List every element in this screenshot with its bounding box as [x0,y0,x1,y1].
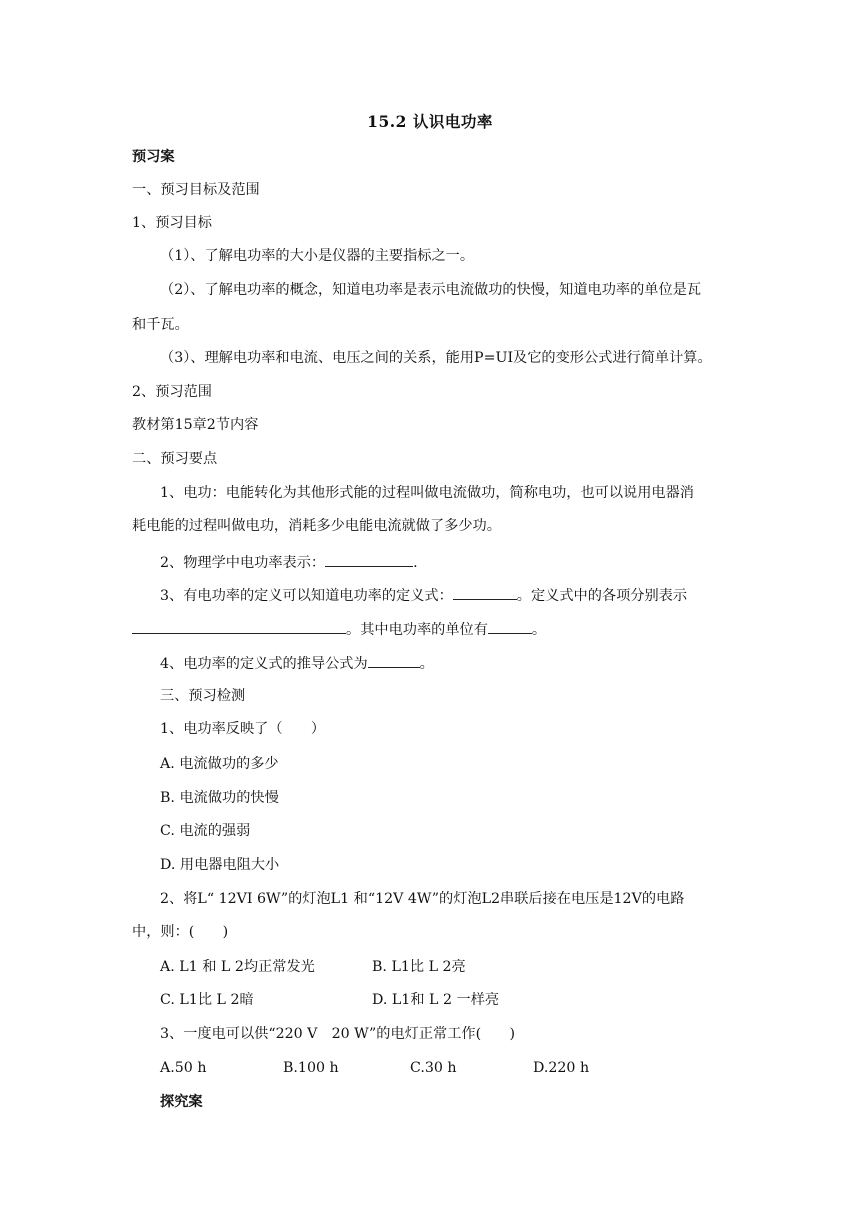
point-3-text: 3、有电功率的定义可以知道电功率的定义式： [160,588,453,604]
answer-blank[interactable] [488,619,532,634]
section-explore-heading: 探究案 [160,1094,203,1110]
point-3-unit-text: 。其中电功率的单位有 [346,622,488,638]
question-2-option-b: B. L1比 L 2亮 [372,959,466,975]
heading-preview-check: 三、预习检测 [160,688,246,704]
point-3-line-2 [132,619,546,640]
goal-item-3: （3）、理解电功率和电流、电压之间的关系，能用P=UI及它的变形公式进行简单计算。 [160,350,712,366]
page-title: 15.2 认识电功率 [367,112,493,131]
question-1-option-b: B. 电流做功的快慢 [160,790,279,806]
point-1-line-2: 耗电能的过程叫做电功，消耗多少电能电流就做了多少功。 [132,518,501,534]
range-text: 教材第15章2节内容 [132,417,259,433]
question-1-option-a: A. 电流做功的多少 [160,756,279,772]
goal-item-2-line-1: （2）、了解电功率的概念，知道电功率是表示电流做功的快慢，知道电功率的单位是瓦 [160,282,702,298]
point-1-line-1: 1、电功：电能转化为其他形式能的过程叫做电流做功，简称电功，也可以说用电器消 [160,485,694,501]
question-2-line-1: 2、将L“ 12VI 6W”的灯泡L1 和“12V 4W”的灯泡L2串联后接在电压是12V的电路 [160,891,685,907]
heading-goals-range: 一、预习目标及范围 [132,182,260,198]
section-preview-heading: 预习案 [132,149,175,165]
question-3-option-d: D.220 h [533,1060,590,1076]
question-1-option-d: D. 用电器电阻大小 [160,857,280,873]
answer-blank[interactable] [368,653,420,668]
point-3-end: 。 [531,622,547,638]
point-2-text: 2、物理学中电功率表示： [160,555,326,571]
point-2-end: . [413,555,418,571]
question-1-option-c: C. 电流的强弱 [160,823,251,839]
answer-blank[interactable] [132,619,346,634]
answer-blank[interactable] [325,552,413,567]
question-2-option-c: C. L1比 L 2暗 [160,992,254,1008]
range-heading: 2、预习范围 [132,384,212,400]
point-3-line-1 [160,585,687,606]
question-3: 3、一度电可以供“220 V 20 W”的电灯正常工作( ) [160,1026,516,1042]
goal-heading: 1、预习目标 [132,215,212,231]
point-4 [160,653,434,674]
answer-blank[interactable] [453,585,517,600]
question-2-option-d: D. L1和 L 2 一样亮 [372,992,500,1008]
goal-item-1: （1）、了解电功率的大小是仪器的主要指标之一。 [160,248,475,264]
point-4-end: 。 [419,656,434,672]
question-2-option-a: A. L1 和 L 2均正常发光 [160,959,315,975]
question-2-line-2: 中，则：( ) [132,924,229,940]
heading-key-points: 二、预习要点 [132,451,218,467]
point-4-text: 4、电功率的定义式的推导公式为 [160,656,368,672]
question-3-option-c: C.30 h [410,1060,457,1076]
question-1: 1、电功率反映了（ ） [160,721,326,737]
point-3-mid: 。定义式中的各项分别表示 [516,588,688,604]
goal-item-2-line-2: 和千瓦。 [132,317,189,333]
point-2 [160,552,418,573]
question-3-option-b: B.100 h [283,1060,339,1076]
question-3-option-a: A.50 h [160,1060,207,1076]
